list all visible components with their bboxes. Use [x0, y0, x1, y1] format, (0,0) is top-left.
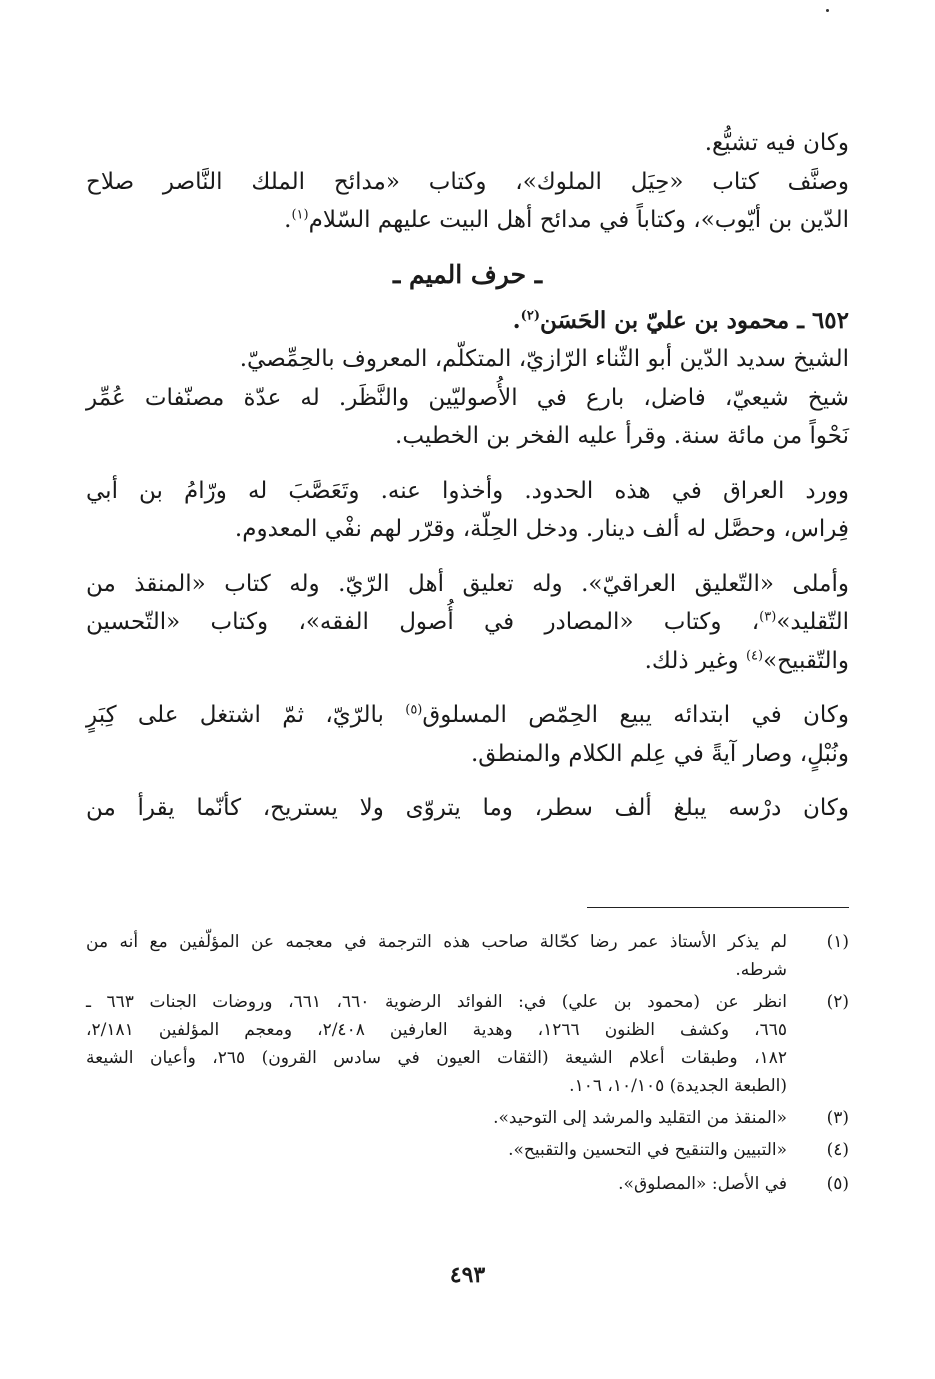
footnote-1 — [86, 928, 849, 984]
footnote-line: لم يذكر الأستاذ عمر رضا كحّالة صاحب هذه الترجمة في معجمه عن المؤلّفين مع أنه من — [86, 932, 787, 952]
footnote-line: ٦٦٥، وكشف الظنون ١٢٦٦، وهدية العارفين ٢/٤٠٨، ومعجم المؤلفين ٢/١٨١، — [86, 1020, 787, 1040]
paragraph-5-line-2-text-a: التّقليد» — [776, 609, 849, 635]
footnote-ref-1[interactable]: (١) — [291, 207, 309, 223]
footnote-line: شرطه. — [735, 960, 787, 980]
footnote-number: (٤) — [826, 1140, 849, 1160]
footnote-number: (٣) — [826, 1108, 849, 1128]
footnote-ref-5[interactable]: (٥) — [405, 702, 423, 718]
footnote-body — [86, 1136, 787, 1164]
paragraph-5-line-2 — [86, 603, 849, 642]
footnote-line: «التبيين والتنقيح في التحسين والتقبيح». — [508, 1140, 787, 1160]
footnote-number: (٥) — [826, 1174, 849, 1194]
paragraph-2-line-2-end: . — [284, 207, 292, 233]
paragraph-1-line-1: وكان فيه تشيُّع. — [704, 130, 849, 156]
footnote-number: (٢) — [826, 992, 849, 1012]
footnote-body — [86, 928, 787, 984]
paragraph-2-line-2 — [86, 201, 849, 240]
paragraph-gap — [86, 680, 849, 696]
footnote-2 — [86, 988, 849, 1100]
footnote-line: في الأصل: «المصلوق». — [618, 1174, 787, 1194]
paragraph-3-line-1: الشيخ سديد الدّين أبو الثّناء الرّازيّ، المتكلّم، المعروف بالحِمِّصيّ. — [239, 346, 849, 372]
footnote-line: «المنقذ من التقليد والمرشد إلى التوحيد». — [493, 1108, 787, 1128]
footnote-line: انظر عن (محمود بن علي) في: الفوائد الرضوية ٦٦٠، ٦٦١، وروضات الجنات ٦٦٣ ـ — [86, 992, 788, 1012]
section-heading: ـ حرف الميم ـ — [392, 259, 543, 289]
paragraph-5-line-3-text-b: وغير ذلك. — [644, 647, 746, 674]
paragraph-4-line-2: فِراس، وحصَّل له ألف دينار. ودخل الحِلّة، وقرّر لهم نفْي المعدوم. — [234, 516, 849, 542]
footnote-line: ١٨٢، وطبقات أعلام الشيعة (الثقات العيون في سادس القرون) ٢٦٥، وأعيان الشيعة — [86, 1048, 787, 1068]
paragraph-3-line-2: شيخ شيعيّ، فاضل، بارع في الأُصوليّين والنَّظَر. له عدّة مصنّفات عُمِّر — [86, 384, 849, 411]
paragraph-5-line-3 — [86, 642, 849, 681]
footnote-ref-4[interactable]: (٤) — [745, 647, 764, 663]
entry-title — [86, 302, 849, 341]
footnote-4 — [86, 1136, 849, 1164]
paragraph-gap — [86, 549, 849, 565]
paragraph-2-line-1: وصنَّف كتاب «حِيَل الملوك»، وكتاب «مدائح الملك النَّاصر صلاح — [86, 168, 849, 195]
footnote-separator — [587, 907, 849, 908]
footnotes — [86, 928, 849, 1202]
paragraph-6-line-2: ونُبْلٍ، وصار آيةً في عِلم الكلام والمنطق. — [470, 740, 849, 767]
paragraph-6-line-1-text-b: بالرّيّ، ثمّ اشتغل على كِبَرٍ — [86, 702, 406, 728]
paragraph-3-line-3: نَحْواً من مائة سنة. وقرأ عليه الفخر بن الخطيب. — [395, 423, 849, 449]
paragraph-6-line-1 — [86, 696, 849, 735]
footnote-body — [86, 988, 787, 1100]
paragraph-5-line-3-text-a: والتّقبيح» — [763, 647, 849, 674]
footnote-ref-2[interactable]: (٢) — [520, 307, 540, 323]
main-text — [86, 124, 849, 828]
entry-title-text: ٦٥٢ ـ محمود بن عليّ بن الحَسَن — [539, 306, 849, 334]
footnote-5 — [86, 1170, 849, 1198]
entry-title-end: . — [512, 306, 521, 334]
paragraph-2-line-2-text: الدّين بن أيّوب»، وكتاباً في مدائح أهل البيت عليهم السّلام — [308, 207, 849, 233]
paragraph-6-line-1-text-a: وكان في ابتدائه يبيع الحِمّص المسلوق — [422, 702, 849, 728]
paragraph-gap — [86, 456, 849, 472]
footnote-body — [86, 1170, 787, 1198]
footnote-body — [86, 1104, 787, 1132]
footnote-ref-3[interactable]: (٣) — [759, 609, 777, 625]
paragraph-5-line-2-text-b: ، وكتاب «المصادر في أُصول الفقه»، وكتاب «التّحسين — [86, 609, 760, 635]
footnote-number: (١) — [826, 932, 849, 952]
paragraph-7-line-1: وكان درْسه يبلغ ألف سطر، وما يتروّى ولا يستريح، كأنّما يقرأ من — [86, 795, 849, 821]
paragraph-gap — [86, 773, 849, 789]
footnote-3 — [86, 1104, 849, 1132]
page-number: ٤٩٣ — [449, 1262, 486, 1288]
footnote-line: (الطبعة الجديدة) ١٠/١٠٥، ١٠٦. — [569, 1076, 787, 1096]
scan-speck — [826, 9, 829, 12]
paragraph-5-line-1: وأملى «التّعليق العراقيّ». وله تعليق أهل الرّيّ. وله كتاب «المنقذ من — [86, 570, 849, 597]
paragraph-4-line-1: وورد العراق في هذه الحدود. وأخذوا عنه. وتَعَصَّبَ له ورّامُ بن أبي — [86, 477, 849, 504]
